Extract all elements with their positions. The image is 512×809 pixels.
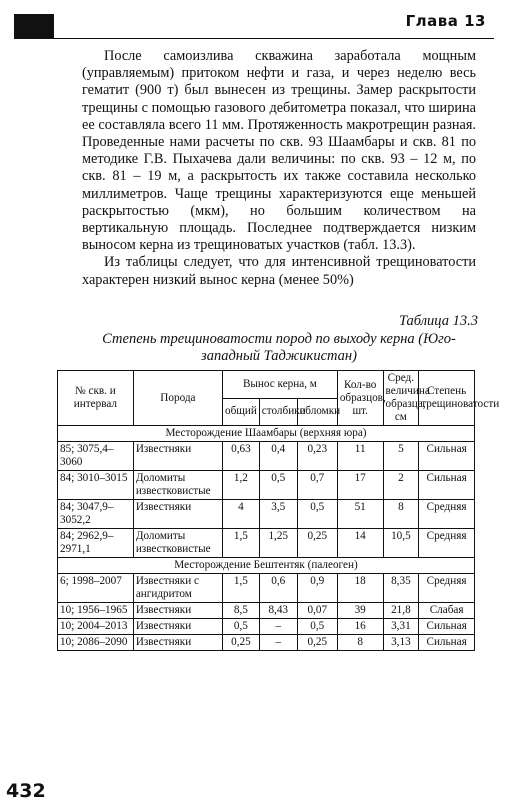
table-row	[58, 529, 475, 558]
cell-count: 51	[337, 500, 383, 529]
cell-rock: Известняки	[133, 635, 222, 651]
cell-degree: Сильная	[419, 619, 475, 635]
header-fragments: обломки	[297, 398, 337, 426]
cell-total: 8,5	[223, 603, 260, 619]
cell-avg: 21,8	[383, 603, 419, 619]
cell-count: 18	[337, 574, 383, 603]
cell-fragments: 0,7	[297, 471, 337, 500]
header-avg-size: Сред. величина образца, см	[383, 371, 419, 426]
header-columns: столбики	[259, 398, 297, 426]
section-title: Месторождение Шаамбары (верхняя юра)	[58, 426, 475, 442]
cell-column: 3,5	[259, 500, 297, 529]
table-row	[58, 574, 475, 603]
cell-total: 0,25	[223, 635, 260, 651]
table-row	[58, 471, 475, 500]
header-core-recovery: Вынос керна, м	[223, 371, 338, 399]
cell-column: 8,43	[259, 603, 297, 619]
cell-well: 84; 3010–3015	[58, 471, 134, 500]
header-sample-count: Кол-во образцов, шт.	[337, 371, 383, 426]
cell-well: 84; 2962,9–2971,1	[58, 529, 134, 558]
cell-well: 10; 2086–2090	[58, 635, 134, 651]
cell-count: 14	[337, 529, 383, 558]
page-number: 432	[6, 780, 46, 802]
cell-degree: Сильная	[419, 442, 475, 471]
cell-count: 11	[337, 442, 383, 471]
cell-total: 0,5	[223, 619, 260, 635]
cell-degree: Сильная	[419, 471, 475, 500]
cell-degree: Сильная	[419, 635, 475, 651]
cell-avg: 3,13	[383, 635, 419, 651]
cell-fragments: 0,5	[297, 500, 337, 529]
cell-total: 1,5	[223, 574, 260, 603]
table-row	[58, 619, 475, 635]
cell-well: 84; 3047,9–3052,2	[58, 500, 134, 529]
cell-rock: Известняки с ангидритом	[133, 574, 222, 603]
paragraph: После самоизлива скважина заработала мощным (управляемым) притоком нефти и газа, и через неделю весь гематит (900 т) был вынесен из трещины. Замер раскрытости трещины с помощью газового дебитометра показал, что ширина ее составляла всего 11 мм. Протяженность макротрещин разная. Проведенные нами расчеты по скв. 93 Шаамбары и скв. 81 по методике Г.В. Пыхачева дали величины: по скв. 93 – 12 м, по скв. 81 – 19 м, а раскрытость их также составила несколько миллиметров. Чаще трещины характеризуются еще меньшей раскрытостью (мкм), но большим количеством на вертикальную площадь. Последнее подтверждается низким выносом керна из трещиноватых участков (табл. 13.3).	[82, 48, 476, 254]
table-caption: Таблица 13.3	[399, 313, 478, 329]
cell-fragments: 0,25	[297, 529, 337, 558]
paragraph: Из таблицы следует, что для интенсивной трещиноватости характерен низкий вынос керна (менее 50%)	[82, 254, 476, 288]
core-recovery-table	[57, 370, 500, 651]
section-row	[58, 426, 475, 442]
cell-count: 16	[337, 619, 383, 635]
cell-well: 85; 3075,4–3060	[58, 442, 134, 471]
header-degree: Степень трещиноватости	[419, 371, 475, 426]
cell-fragments: 0,5	[297, 619, 337, 635]
cell-fragments: 0,07	[297, 603, 337, 619]
cell-fragments: 0,23	[297, 442, 337, 471]
cell-total: 4	[223, 500, 260, 529]
table-row	[58, 603, 475, 619]
header-rule	[14, 38, 494, 39]
body-text	[82, 48, 476, 289]
cell-column: 0,4	[259, 442, 297, 471]
cell-avg: 8	[383, 500, 419, 529]
cell-column: –	[259, 619, 297, 635]
header-rock: Порода	[133, 371, 222, 426]
section-row	[58, 558, 475, 574]
cell-degree: Средняя	[419, 574, 475, 603]
cell-degree: Слабая	[419, 603, 475, 619]
header-total: общий	[223, 398, 260, 426]
cell-avg: 10,5	[383, 529, 419, 558]
cell-count: 8	[337, 635, 383, 651]
cell-rock: Известняки	[133, 603, 222, 619]
cell-count: 39	[337, 603, 383, 619]
cell-fragments: 0,9	[297, 574, 337, 603]
section-title: Месторождение Бештентяк (палеоген)	[58, 558, 475, 574]
cell-well: 10; 2004–2013	[58, 619, 134, 635]
cell-column: 0,5	[259, 471, 297, 500]
cell-total: 0,63	[223, 442, 260, 471]
cell-rock: Доломиты известковистые	[133, 471, 222, 500]
cell-well: 6; 1998–2007	[58, 574, 134, 603]
cell-total: 1,2	[223, 471, 260, 500]
cell-rock: Известняки	[133, 442, 222, 471]
cell-total: 1,5	[223, 529, 260, 558]
table-row	[58, 500, 475, 529]
cell-degree: Средняя	[419, 500, 475, 529]
cell-rock: Известняки	[133, 619, 222, 635]
cell-degree: Средняя	[419, 529, 475, 558]
cell-avg: 5	[383, 442, 419, 471]
table-title: Степень трещиноватости пород по выходу керна (Юго-западный Таджикистан)	[102, 331, 456, 364]
cell-well: 10; 1956–1965	[58, 603, 134, 619]
cell-avg: 8,35	[383, 574, 419, 603]
header-black-bar	[14, 14, 54, 38]
chapter-title: Глава 13	[405, 12, 486, 30]
table-body	[58, 426, 475, 651]
cell-rock: Доломиты известковистые	[133, 529, 222, 558]
table-row	[58, 635, 475, 651]
cell-avg: 2	[383, 471, 419, 500]
cell-column: 0,6	[259, 574, 297, 603]
cell-column: 1,25	[259, 529, 297, 558]
cell-avg: 3,31	[383, 619, 419, 635]
cell-fragments: 0,25	[297, 635, 337, 651]
header-well: № скв. и интервал	[58, 371, 134, 426]
cell-rock: Известняки	[133, 500, 222, 529]
cell-count: 17	[337, 471, 383, 500]
table-row	[58, 442, 475, 471]
cell-column: –	[259, 635, 297, 651]
